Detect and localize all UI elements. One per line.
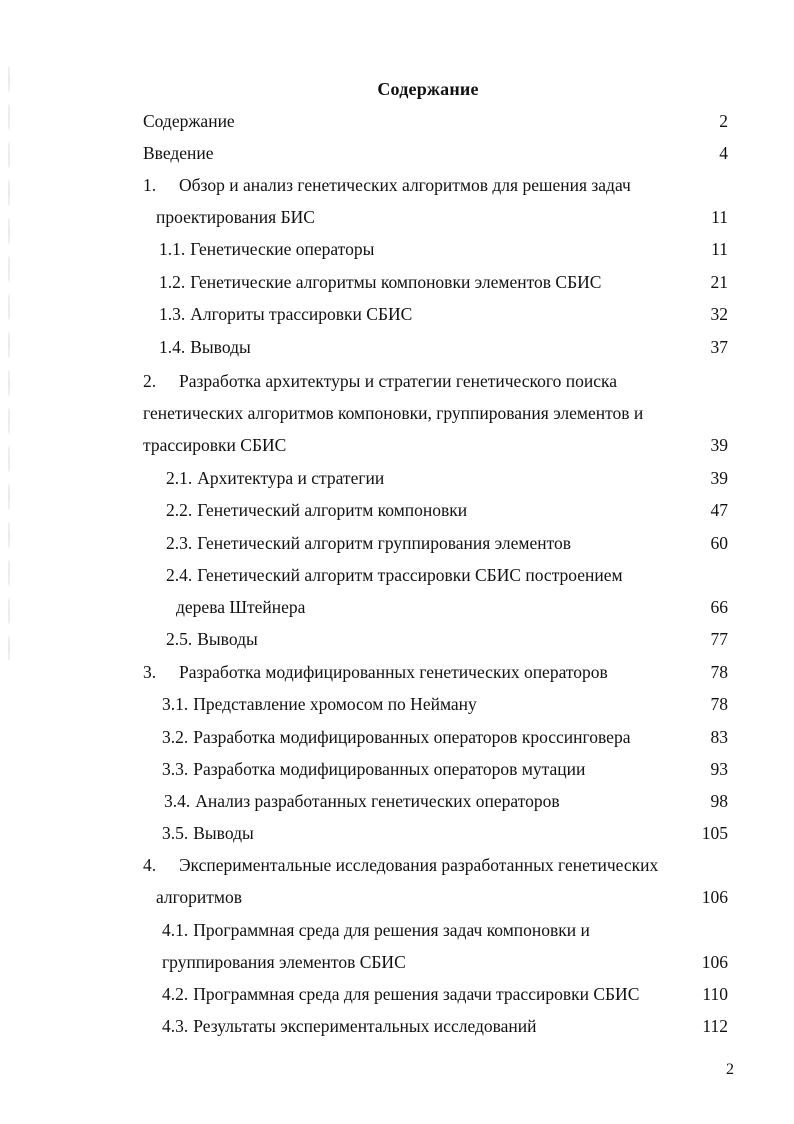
page-title: Содержание xyxy=(377,79,479,99)
toc-entry xyxy=(143,141,728,165)
toc-entry xyxy=(159,237,728,261)
toc-entry-title: алгоритмов xyxy=(156,887,242,907)
toc-entry xyxy=(166,627,728,651)
toc-entry-number: 2.2. xyxy=(166,500,193,520)
toc-entry-page: 37 xyxy=(710,337,728,357)
toc-entry-title: дерева Штейнера xyxy=(176,597,306,617)
toc-entry-number: 3.5. xyxy=(162,823,189,843)
toc-entry-title: Разработка архитектуры и стратегии генетического поиска xyxy=(179,371,617,391)
toc-entry-number: 1.4. xyxy=(159,337,186,357)
toc-entry xyxy=(159,335,728,359)
toc-entry xyxy=(164,789,728,813)
toc-entry-continuation xyxy=(162,950,728,974)
toc-entry-page: 105 xyxy=(701,823,728,843)
toc-entry-number: 1.1. xyxy=(159,239,186,259)
toc-entry-page: 110 xyxy=(702,984,728,1004)
toc-entry-title: Генетический алгоритм трассировки СБИС построением xyxy=(197,565,623,585)
toc-entry-number: 2.5. xyxy=(166,629,193,649)
toc-entry xyxy=(162,982,728,1006)
toc-entry-title: Результаты экспериментальных исследований xyxy=(193,1016,537,1036)
toc-entry xyxy=(143,109,728,133)
toc-entry-number: 2.3. xyxy=(166,533,193,553)
toc-entry-page: 39 xyxy=(710,468,728,488)
toc-entry-number: 1. xyxy=(143,175,157,195)
toc-entry-title: Генетический алгоритм группирования элементов xyxy=(197,533,572,553)
toc-entry-title: проектирования БИС xyxy=(156,207,315,227)
toc-entry-title: Архитектура и стратегии xyxy=(197,468,385,488)
toc-entry-title: трассировки СБИС xyxy=(143,435,287,455)
toc-entry-page: 21 xyxy=(710,272,728,292)
toc-entry-page: 47 xyxy=(710,500,728,520)
toc-entry-title: Обзор и анализ генетических алгоритмов для решения задач xyxy=(179,175,631,195)
toc-entry xyxy=(166,531,728,555)
toc-entry-number: 3.2. xyxy=(162,727,189,747)
toc-entry xyxy=(162,918,728,942)
toc-entry-title: Анализ разработанных генетических операторов xyxy=(195,791,560,811)
toc-entry-title: генетических алгоритмов компоновки, группирования элементов и xyxy=(143,403,644,423)
toc-entry-page: 98 xyxy=(710,791,728,811)
toc-entry-page: 93 xyxy=(710,759,728,779)
toc-entry xyxy=(166,498,728,522)
toc-entry-page: 77 xyxy=(710,629,728,649)
toc-entry xyxy=(162,1014,728,1038)
toc-entry-title: Генетические алгоритмы компоновки элементов СБИС xyxy=(190,272,602,292)
toc-entry xyxy=(162,692,728,716)
toc-entry-title: Содержание xyxy=(143,111,235,131)
toc-entry-title: Выводы xyxy=(193,823,254,843)
toc-entry xyxy=(166,563,728,587)
toc-chapter-heading xyxy=(143,369,728,393)
toc-entry-number: 2. xyxy=(143,371,157,391)
toc-entry-number: 2.1. xyxy=(166,468,193,488)
toc-chapter-heading xyxy=(143,660,728,684)
toc-entry-number: 3.1. xyxy=(162,694,189,714)
toc-entry-title: Программная среда для решения задачи трассировки СБИС xyxy=(193,984,640,1004)
toc-entry-continuation xyxy=(156,885,728,909)
toc-entry-title: Выводы xyxy=(197,629,258,649)
toc-entry-continuation xyxy=(143,433,728,457)
toc-entry xyxy=(166,466,728,490)
toc-entry-title: Разработка модифицированных генетических операторов xyxy=(179,662,608,682)
toc-entry-page: 78 xyxy=(710,694,728,714)
toc-entry-page: 112 xyxy=(702,1016,728,1036)
toc-entry-continuation xyxy=(156,205,728,229)
toc-entry xyxy=(159,302,728,326)
toc-entry-title: Введение xyxy=(143,143,214,163)
toc-entry-number: 2.4. xyxy=(166,565,193,585)
page-number: 2 xyxy=(726,1061,734,1078)
toc-entry-number: 3.4. xyxy=(164,791,191,811)
toc-entry-title: Представление хромосом по Нейману xyxy=(193,694,477,714)
toc-chapter-heading xyxy=(143,173,728,197)
toc-entry-page: 106 xyxy=(701,887,728,907)
toc-entry-page: 32 xyxy=(710,304,728,324)
toc-entry-title: Разработка модифицированных операторов кроссинговера xyxy=(193,727,631,747)
toc-entry-page: 4 xyxy=(719,143,728,163)
toc-entry-title: Выводы xyxy=(190,337,251,357)
toc-entry-number: 4.2. xyxy=(162,984,189,1004)
toc-entry-title: Экспериментальные исследования разработанных генетических xyxy=(179,855,659,875)
toc-entry-page: 11 xyxy=(711,207,728,227)
toc-entry-number: 3. xyxy=(143,662,157,682)
toc-entry-number: 1.3. xyxy=(159,304,186,324)
toc-entry-number: 4.3. xyxy=(162,1016,189,1036)
scan-margin-specks xyxy=(8,60,10,660)
toc-entry-page: 60 xyxy=(710,533,728,553)
toc-entry-page: 11 xyxy=(711,239,728,259)
toc-entry xyxy=(162,821,728,845)
toc-entry-continuation xyxy=(176,595,728,619)
toc-entry-number: 1.2. xyxy=(159,272,186,292)
toc-entry-number: 4.1. xyxy=(162,920,189,940)
toc-chapter-heading xyxy=(143,853,728,877)
toc-entry xyxy=(159,270,728,294)
toc-entry-number: 4. xyxy=(143,855,157,875)
toc-entry xyxy=(162,725,728,749)
toc-entry-title: Алгориты трассировки СБИС xyxy=(190,304,413,324)
toc-entry-number: 3.3. xyxy=(162,759,189,779)
toc-entry-title: Программная среда для решения задач компоновки и xyxy=(193,920,590,940)
toc-entry-title: группирования элементов СБИС xyxy=(162,952,406,972)
toc-entry-page: 78 xyxy=(710,662,728,682)
toc-entry xyxy=(162,757,728,781)
toc-entry-page: 83 xyxy=(710,727,728,747)
toc-entry-title: Генетический алгоритм компоновки xyxy=(197,500,468,520)
toc-entry-page: 39 xyxy=(710,435,728,455)
toc-entry-page: 2 xyxy=(719,111,728,131)
toc-entry-page: 106 xyxy=(701,952,728,972)
toc-entry-title: Генетические операторы xyxy=(190,239,375,259)
toc-entry-page: 66 xyxy=(710,597,728,617)
toc-entry-title: Разработка модифицированных операторов мутации xyxy=(193,759,586,779)
toc-entry-continuation xyxy=(143,401,728,425)
